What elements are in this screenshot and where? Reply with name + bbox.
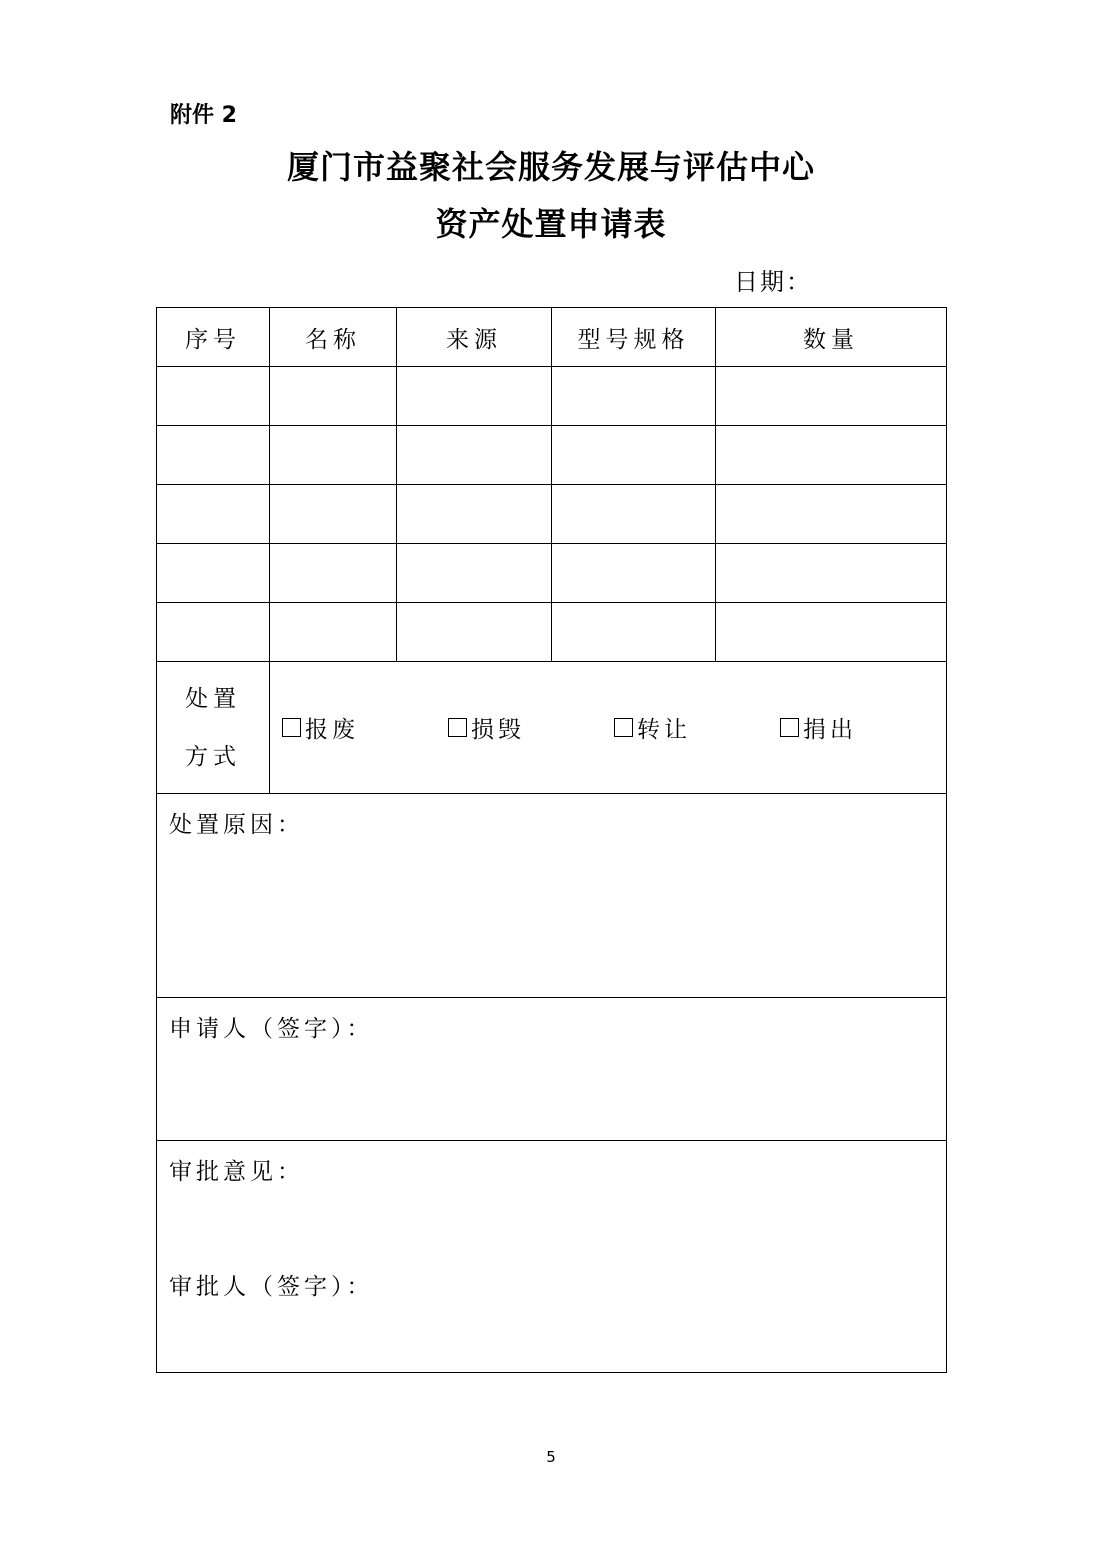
table-row — [157, 485, 947, 544]
cell-model-spec[interactable] — [552, 544, 716, 603]
header-source: 来源 — [397, 308, 552, 367]
applicant-label: 申请人（签字）： — [169, 1016, 374, 1042]
form-title-org: 厦门市益聚社会服务发展与评估中心 — [286, 148, 815, 186]
disposal-method-label-line1: 处置 — [185, 685, 241, 712]
date-label: 日期： — [734, 268, 812, 296]
cell-model-spec[interactable] — [552, 485, 716, 544]
cell-serial-no[interactable] — [157, 544, 270, 603]
checkbox-damaged[interactable] — [448, 718, 467, 737]
option-damaged[interactable] — [448, 711, 614, 744]
table-row — [157, 426, 947, 485]
option-damaged-label: 损毁 — [471, 717, 525, 743]
header-name: 名称 — [270, 308, 397, 367]
option-scrap-label: 报废 — [305, 717, 359, 743]
option-scrap[interactable] — [282, 711, 448, 744]
option-transfer-label: 转让 — [637, 717, 691, 743]
header-serial-no: 序号 — [157, 308, 270, 367]
attachment-label: 附件 2 — [170, 103, 237, 128]
cell-model-spec[interactable] — [552, 367, 716, 426]
cell-name[interactable] — [270, 485, 397, 544]
checkbox-donate[interactable] — [780, 718, 799, 737]
checkbox-transfer[interactable] — [614, 718, 633, 737]
cell-quantity[interactable] — [716, 485, 947, 544]
cell-source[interactable] — [397, 426, 552, 485]
cell-quantity[interactable] — [716, 367, 947, 426]
approval-row — [157, 1141, 947, 1373]
cell-source[interactable] — [397, 544, 552, 603]
cell-name[interactable] — [270, 603, 397, 662]
table-row — [157, 603, 947, 662]
form-title: 资产处置申请表 — [435, 205, 667, 243]
cell-serial-no[interactable] — [157, 367, 270, 426]
cell-name[interactable] — [270, 367, 397, 426]
cell-serial-no[interactable] — [157, 426, 270, 485]
option-donate[interactable] — [780, 711, 946, 744]
approval-opinion-label: 审批意见： — [169, 1159, 304, 1185]
cell-quantity[interactable] — [716, 603, 947, 662]
cell-source[interactable] — [397, 603, 552, 662]
asset-disposal-table — [156, 307, 947, 1373]
cell-model-spec[interactable] — [552, 603, 716, 662]
cell-serial-no[interactable] — [157, 603, 270, 662]
applicant-row — [157, 998, 947, 1141]
cell-quantity[interactable] — [716, 426, 947, 485]
page-number: 5 — [546, 1448, 556, 1466]
disposal-reason-field[interactable] — [157, 794, 947, 998]
cell-name[interactable] — [270, 426, 397, 485]
approval-field[interactable] — [157, 1141, 947, 1373]
cell-model-spec[interactable] — [552, 426, 716, 485]
option-donate-label: 捐出 — [803, 717, 857, 743]
disposal-reason-row — [157, 794, 947, 998]
cell-source[interactable] — [397, 485, 552, 544]
disposal-method-row — [157, 662, 947, 794]
cell-name[interactable] — [270, 544, 397, 603]
table-row — [157, 544, 947, 603]
cell-source[interactable] — [397, 367, 552, 426]
cell-quantity[interactable] — [716, 544, 947, 603]
table-row — [157, 367, 947, 426]
table-header-row — [157, 308, 947, 367]
disposal-method-label — [157, 662, 270, 794]
disposal-method-options — [270, 662, 947, 794]
applicant-signature-field[interactable] — [157, 998, 947, 1141]
option-transfer[interactable] — [614, 711, 780, 744]
disposal-reason-label: 处置原因： — [169, 812, 304, 838]
approver-label: 审批人（签字）： — [169, 1274, 374, 1300]
disposal-method-label-line2: 方式 — [185, 743, 241, 770]
header-quantity: 数量 — [716, 308, 947, 367]
cell-serial-no[interactable] — [157, 485, 270, 544]
checkbox-scrap[interactable] — [282, 718, 301, 737]
header-model-spec: 型号规格 — [552, 308, 716, 367]
